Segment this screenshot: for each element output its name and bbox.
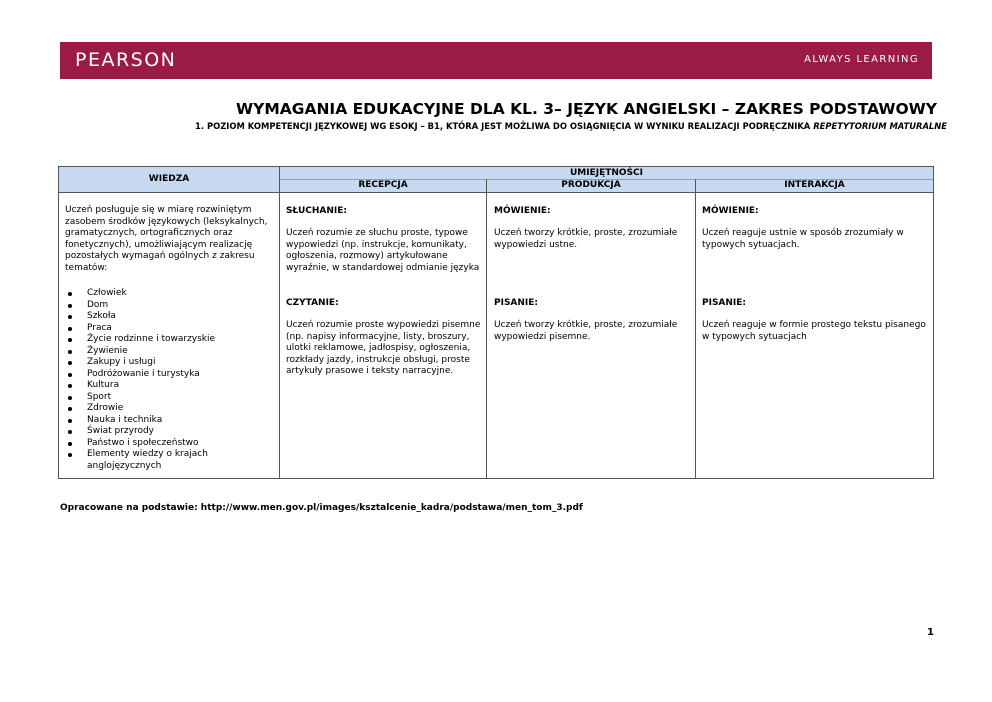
wiedza-cell <box>65 205 271 472</box>
list-item: Kultura <box>65 380 271 392</box>
list-item: Dom <box>65 300 271 312</box>
header-wiedza-label: WIEDZA <box>148 174 190 184</box>
header-wiedza <box>59 167 279 192</box>
column-divider <box>486 179 487 478</box>
header-recepcja-label: RECEPCJA <box>358 180 408 190</box>
subtitle-main: 1. POZIOM KOMPETENCJI JĘZYKOWEJ WG ESOKJ – B1, KTÓRA JEST MOŻLIWA DO OSIĄGNIĘCIA W WYNIKU REALIZACJI PODRĘCZNIKA <box>195 121 814 131</box>
header-umiejetnosci-label: UMIEJĘTNOŚCI <box>569 168 643 178</box>
list-item: Praca <box>65 323 271 335</box>
recepcja-listening-text: Uczeń rozumie ze słuchu proste, typowe wypowiedzi (np. instrukcje, komunikaty, ogłoszenia, rozmowy) artykułowane wyraźnie, w standardowej odmianie języka <box>286 228 480 273</box>
header-bottom-line <box>59 192 933 193</box>
list-item: Nauka i technika <box>65 415 271 427</box>
page-number: 1 <box>927 627 934 638</box>
list-item: Zakupy i usługi <box>65 357 271 369</box>
header-produkcja <box>487 179 695 192</box>
recepcja-listening-label: SŁUCHANIE: <box>286 206 347 216</box>
header-interakcja <box>696 179 933 192</box>
produkcja-writing-label: PISANIE: <box>494 298 539 308</box>
recepcja-reading-label: CZYTANIE: <box>286 298 339 308</box>
header-produkcja-label: PRODUKCJA <box>561 180 621 190</box>
header-umiejetnosci <box>280 167 933 179</box>
interakcja-speaking-text: Uczeń reaguje ustnie w sposób zrozumiały w typowych sytuacjach. <box>702 228 904 250</box>
column-divider <box>279 167 280 478</box>
topics-list <box>65 288 271 472</box>
list-item: Szkoła <box>65 311 271 323</box>
list-item: Państwo i społeczeństwo <box>65 438 271 450</box>
document-subtitle <box>60 121 947 131</box>
document-title: WYMAGANIA EDUKACYJNE DLA KL. 3– JĘZYK ANGIELSKI – ZAKRES PODSTAWOWY <box>236 100 937 118</box>
wiedza-intro: Uczeń posługuje się w miarę rozwiniętym zasobem środków językowych (leksykalnych, gramatycznych, ortograficznych oraz fonetycznych), umożliwiającym realizację pozostałych wymagań ogólnych z zakresu tematów: <box>65 205 268 273</box>
list-item: Świat przyrody <box>65 426 271 438</box>
list-item: Żywienie <box>65 346 271 358</box>
produkcja-speaking-label: MÓWIENIE: <box>494 206 551 216</box>
interakcja-writing-text: Uczeń reaguje w formie prostego tekstu pisanego w typowych sytuacjach <box>702 320 926 342</box>
list-item: Człowiek <box>65 288 271 300</box>
header-interakcja-label: INTERAKCJA <box>784 180 845 190</box>
recepcja-reading-text: Uczeń rozumie proste wypowiedzi pisemne (np. napisy informacyjne, listy, broszury, ulotki reklamowe, jadłospisy, ogłoszenia, rozkłady jazdy, instrukcje obsługi, proste artykuły prasowe i teksty narracyjne. <box>286 320 481 376</box>
list-item: Sport <box>65 392 271 404</box>
subtitle-book-title: REPETYTORIUM MATURALNE <box>813 121 947 131</box>
produkcja-writing-text: Uczeń tworzy krótkie, proste, zrozumiałe wypowiedzi pisemne. <box>494 320 678 342</box>
interakcja-writing-label: PISANIE: <box>702 298 747 308</box>
banner-tagline: ALWAYS LEARNING <box>804 54 919 65</box>
pearson-banner <box>60 42 932 79</box>
list-item: Życie rodzinne i towarzyskie <box>65 334 271 346</box>
interakcja-speaking-label: MÓWIENIE: <box>702 206 759 216</box>
subheader-line <box>280 179 933 180</box>
header-recepcja <box>280 179 486 192</box>
list-item: Podróżowanie i turystyka <box>65 369 271 381</box>
list-item: Elementy wiedzy o krajach anglojęzycznych <box>65 449 271 472</box>
source-note: Opracowane na podstawie: http://www.men.gov.pl/images/ksztalcenie_kadra/podstawa/men_tom_3.pdf <box>60 503 583 513</box>
requirements-table <box>58 166 934 479</box>
produkcja-speaking-text: Uczeń tworzy krótkie, proste, zrozumiałe wypowiedzi ustne. <box>494 228 678 250</box>
pearson-logo: PEARSON <box>75 49 177 71</box>
list-item: Zdrowie <box>65 403 271 415</box>
column-divider <box>695 179 696 478</box>
